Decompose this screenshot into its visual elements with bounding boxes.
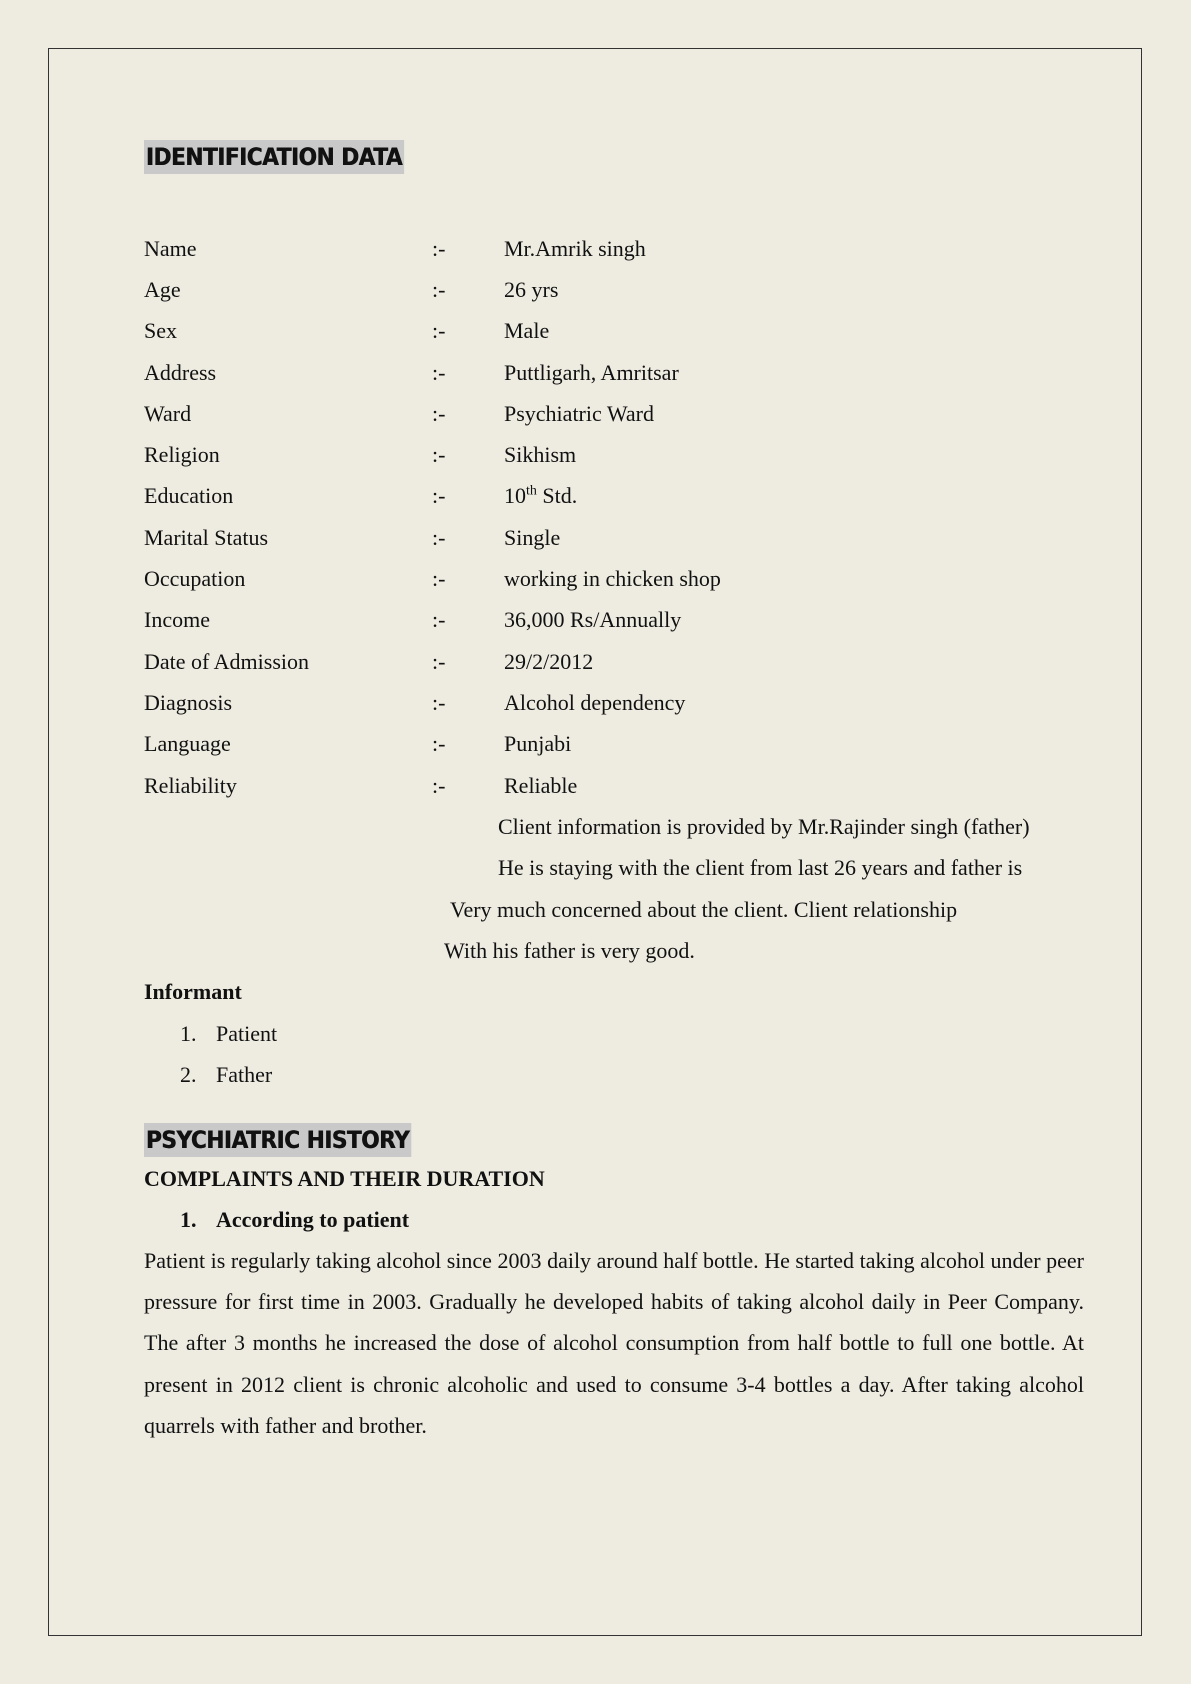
row-address <box>144 352 1084 393</box>
field-colon: :- <box>432 318 446 344</box>
field-value: Sikhism <box>504 442 577 468</box>
field-label: Sex <box>144 318 177 344</box>
row-age <box>144 269 1084 310</box>
row-diagnosis <box>144 682 1084 723</box>
row-occupation <box>144 558 1084 599</box>
row-date-of-admission <box>144 641 1084 682</box>
row-religion <box>144 434 1084 475</box>
list-text: Father <box>216 1061 273 1087</box>
field-colon: :- <box>432 772 446 798</box>
reliability-note-line: With his father is very good. <box>444 938 695 964</box>
field-value: Male <box>504 318 550 344</box>
row-reliability <box>144 765 1084 806</box>
field-value: 36,000 Rs/Annually <box>504 607 682 633</box>
field-colon: :- <box>432 483 446 509</box>
row-marital-status <box>144 517 1084 558</box>
complaint-paragraph: Patient is regularly taking alcohol since 2003 daily around half bottle. He started taking alcohol under peer pressure for first time in 2003. Gradually he developed habits of taking alcohol daily in Peer Company. The after 3 months he increased the dose of alcohol consumption from half bottle to full one bottle. At present in 2012 client is chronic alcoholic and used to consume 3-4 bottles a day. After taking alcohol quarrels with father and brother. <box>144 1247 1084 1439</box>
education-unit: Std. <box>536 483 578 509</box>
field-label: Name <box>144 235 197 261</box>
field-colon: :- <box>432 731 446 757</box>
reliability-note-line: Client information is provided by Mr.Rajinder singh (father) <box>498 814 1030 840</box>
document-body <box>144 140 1084 1446</box>
field-label: Diagnosis <box>144 689 232 715</box>
field-colon: :- <box>432 359 446 385</box>
row-education <box>144 476 1084 517</box>
list-number: 1. <box>180 1206 197 1232</box>
field-value <box>504 483 1084 509</box>
reliability-note-line: Very much concerned about the client. Client relationship <box>450 896 958 922</box>
field-colon: :- <box>432 400 446 426</box>
field-colon: :- <box>432 276 446 302</box>
field-value: Punjabi <box>504 731 572 757</box>
education-number: 10 <box>504 483 526 509</box>
list-number: 1. <box>180 1020 197 1046</box>
field-value: 29/2/2012 <box>504 648 594 674</box>
field-colon: :- <box>432 607 446 633</box>
field-colon: :- <box>432 689 446 715</box>
field-label: Marital Status <box>144 524 269 550</box>
row-sex <box>144 311 1084 352</box>
field-label: Ward <box>144 400 192 426</box>
field-value: Psychiatric Ward <box>504 400 654 426</box>
row-language <box>144 724 1084 765</box>
informant-title: Informant <box>144 979 242 1005</box>
reliability-note-line: He is staying with the client from last 26 years and father is <box>498 855 1023 881</box>
field-colon: :- <box>432 524 446 550</box>
field-label: Age <box>144 276 181 302</box>
field-label: Language <box>144 731 231 757</box>
field-value: Reliable <box>504 772 578 798</box>
row-income <box>144 600 1084 641</box>
list-item <box>144 1013 1084 1054</box>
list-text: Patient <box>216 1020 278 1046</box>
field-label: Date of Admission <box>144 648 309 674</box>
field-label: Income <box>144 607 210 633</box>
complaints-subheading: COMPLAINTS AND THEIR DURATION <box>144 1166 545 1192</box>
row-ward <box>144 393 1084 434</box>
field-value: working in chicken shop <box>504 566 721 592</box>
psychiatric-heading: PSYCHIATRIC HISTORY <box>144 1123 411 1157</box>
field-value: Single <box>504 524 561 550</box>
field-colon: :- <box>432 648 446 674</box>
informant-list <box>144 1013 1084 1096</box>
list-item <box>144 1054 1084 1095</box>
field-value: 26 yrs <box>504 276 559 302</box>
field-value: Mr.Amrik singh <box>504 235 646 261</box>
identification-table <box>144 228 1084 971</box>
education-ordinal-suffix: th <box>526 484 537 500</box>
field-label: Education <box>144 483 234 509</box>
psychiatric-section <box>144 1123 1084 1446</box>
field-colon: :- <box>432 442 446 468</box>
identification-heading: IDENTIFICATION DATA <box>144 140 404 174</box>
field-value: Puttligarh, Amritsar <box>504 359 679 385</box>
according-to-patient-heading <box>144 1199 1084 1240</box>
field-colon: :- <box>432 235 446 261</box>
row-name <box>144 228 1084 269</box>
list-number: 2. <box>180 1061 197 1087</box>
field-label: Religion <box>144 442 220 468</box>
field-label: Occupation <box>144 566 246 592</box>
field-label: Address <box>144 359 217 385</box>
field-value: Alcohol dependency <box>504 689 686 715</box>
field-colon: :- <box>432 566 446 592</box>
field-label: Reliability <box>144 772 237 798</box>
list-text: According to patient <box>216 1206 410 1232</box>
